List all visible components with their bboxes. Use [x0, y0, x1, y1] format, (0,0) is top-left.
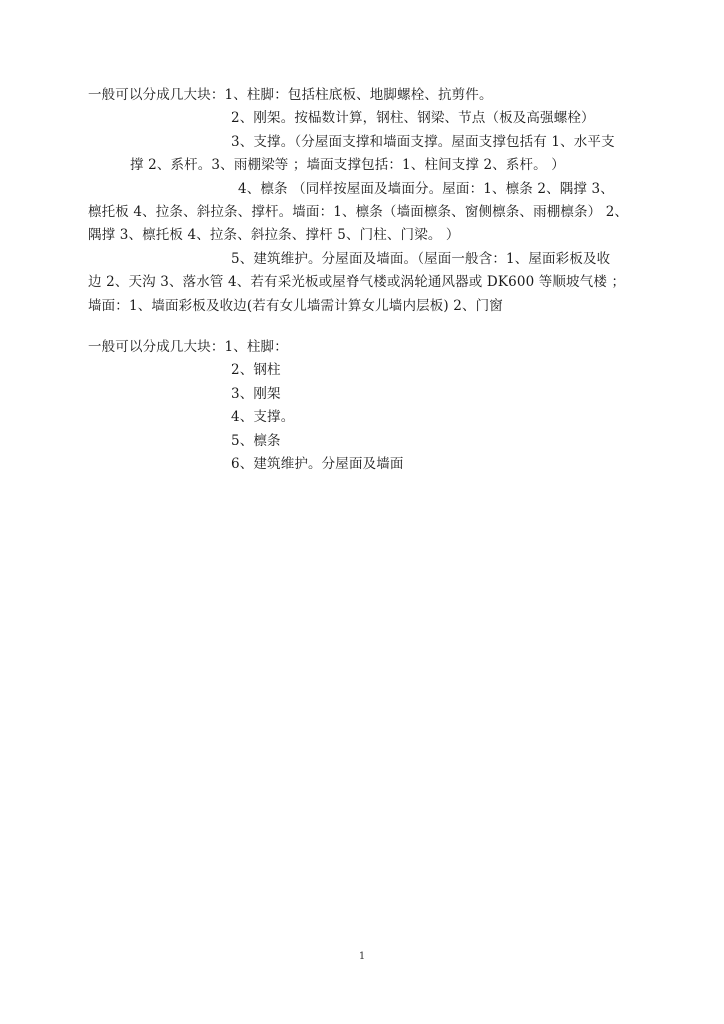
summary-item-rigid-frame: 3、刚架	[231, 385, 281, 402]
item-purlin-continued-2: 隅撑 3、檩托板 4、拉条、斜拉条、撑杆 5、门柱、门梁。 ）	[88, 227, 460, 244]
summary-intro-column-base: 一般可以分成几大块：1、柱脚：	[88, 339, 288, 355]
item-bracing: 3、支撑。（分屋面支撑和墙面支撑。屋面支撑包括有 1、水平支	[231, 133, 615, 150]
item-building-envelope: 5、建筑维护。分屋面及墙面。（屋面一般含：1、屋面彩板及收	[231, 250, 611, 267]
item-building-envelope-continued-2: 墙面：1、墙面彩板及收边(若有女儿墙需计算女儿墙内层板) 2、门窗	[88, 297, 503, 314]
intro-line-column-base: 一般可以分成几大块：1、柱脚：包括柱底板、地脚螺栓、抗剪件。	[88, 87, 493, 103]
page-number: 1	[358, 951, 366, 962]
summary-item-bracing: 4、支撑。	[231, 409, 295, 426]
item-rigid-frame: 2、刚架。按榀数计算，钢柱、钢梁、节点（板及高强螺栓）	[231, 110, 595, 127]
item-purlin: 4、檩条 （同样按屋面及墙面分。屋面：1、檩条 2、隅撑 3、	[238, 180, 614, 197]
item-purlin-continued-1: 檩托板 4、拉条、斜拉条、撑杆。墙面：1、檩条（墙面檩条、窗侧檩条、雨棚檩条） 2、	[88, 204, 629, 221]
summary-item-building-envelope: 6、建筑维护。分屋面及墙面	[231, 456, 404, 473]
summary-item-purlin: 5、檩条	[231, 432, 281, 449]
item-building-envelope-continued-1: 边 2、天沟 3、落水管 4、若有采光板或屋脊气楼或涡轮通风器或 DK600 等顺坡气楼 ；	[88, 274, 626, 291]
section-detailed-breakdown	[88, 84, 648, 318]
summary-item-steel-column: 2、钢柱	[231, 362, 281, 379]
section-summary-list	[88, 336, 648, 476]
item-bracing-continued: 撑 2、系杆。3、雨棚梁等 ；墙面支撑包括：1、柱间支撑 2、系杆。 ）	[130, 157, 565, 174]
